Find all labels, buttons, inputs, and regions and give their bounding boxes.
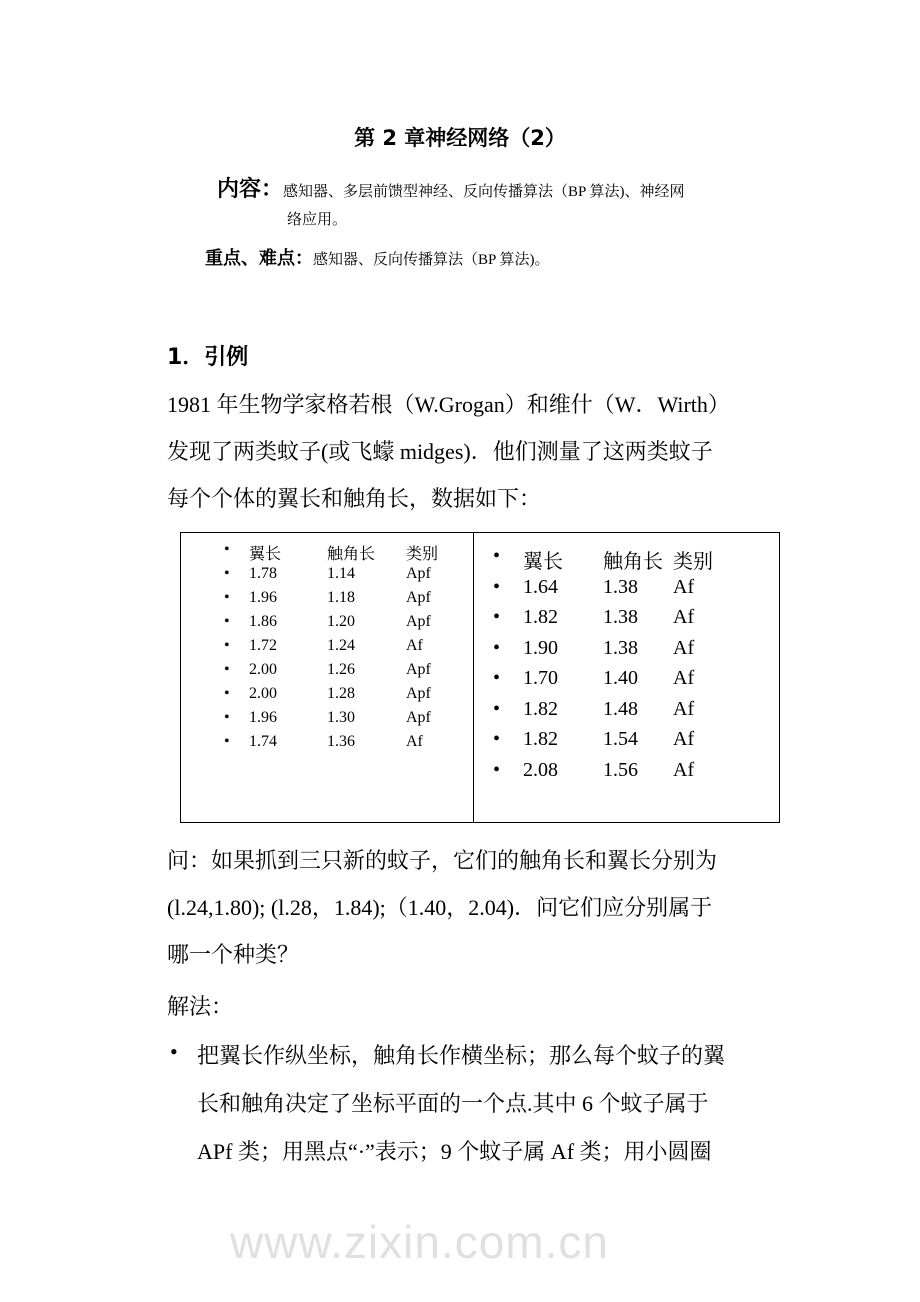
- table-cell: Af: [673, 606, 695, 628]
- table-cell: 1.74: [249, 733, 277, 750]
- table-cell: 1.30: [327, 709, 355, 726]
- question-line: 问：如果抓到三只新的蚊子，它们的触角长和翼长分别为: [167, 848, 718, 873]
- table-cell: Af: [673, 758, 695, 781]
- column-header: 翼长: [523, 551, 563, 573]
- key-points-text: 感知器、反向传播算法（BP 算法)。: [313, 252, 550, 268]
- table-cell: 1.96: [249, 709, 277, 726]
- section-heading: 1．引例: [167, 345, 249, 370]
- table-cell: 1.56: [603, 758, 638, 781]
- table-cell: 2.08: [523, 758, 558, 781]
- column-header: 类别: [406, 546, 439, 563]
- table-cell: 1.18: [327, 589, 355, 606]
- bullet-icon: •: [493, 636, 501, 659]
- table-cell: 1.72: [249, 637, 277, 654]
- content-label: 内容：: [217, 177, 284, 202]
- table-cell: 1.64: [523, 575, 558, 598]
- bullet-icon: •: [224, 541, 230, 558]
- table-cell: 1.82: [523, 728, 558, 750]
- bullet-icon: •: [224, 685, 230, 702]
- content-line: [217, 172, 685, 203]
- bullet-icon: •: [224, 613, 230, 630]
- column-header: 类别: [673, 551, 713, 573]
- table-cell: 1.54: [603, 728, 638, 750]
- bullet-icon: •: [493, 728, 501, 750]
- table-cell: 1.24: [327, 637, 355, 654]
- column-header: 触角长: [603, 551, 663, 573]
- solution-line: 把翼长作纵坐标，触角长作横坐标；那么每个蚊子的翼: [197, 1043, 726, 1068]
- table-cell: 1.14: [327, 565, 355, 582]
- table-cell: 2.00: [249, 661, 277, 678]
- column-header: 触角长: [327, 546, 376, 563]
- key-points-label: 重点、难点：: [205, 248, 313, 269]
- table-cell: Af: [673, 667, 695, 689]
- table-cell: Apf: [406, 565, 431, 582]
- table-cell: Apf: [406, 589, 431, 606]
- table-cell: Af: [673, 728, 695, 750]
- intro-line: 1981 年生物学家格若根（W.Grogan）和维什（W．Wirth）: [167, 392, 730, 417]
- table-cell: 1.20: [327, 613, 355, 630]
- bullet-icon: •: [224, 565, 230, 582]
- bullet-icon: •: [224, 661, 230, 678]
- table-cell: 1.90: [523, 636, 558, 659]
- bullet-icon: •: [224, 709, 230, 726]
- table-cell: 1.40: [603, 667, 638, 689]
- table-cell: 1.70: [523, 667, 558, 689]
- intro-line: 每个个体的翼长和触角长，数据如下：: [167, 486, 542, 511]
- data-table: [180, 532, 780, 823]
- table-cell: 1.82: [523, 697, 558, 720]
- bullet-icon: •: [493, 545, 501, 567]
- bullet-icon: •: [493, 667, 501, 689]
- table-cell: 1.82: [523, 606, 558, 628]
- solution-label: 解法：: [167, 994, 234, 1019]
- bullet-icon: •: [493, 697, 501, 720]
- table-cell: 1.78: [249, 565, 277, 582]
- question-line: 哪一个种类？: [167, 942, 300, 967]
- bullet-icon: •: [170, 1039, 178, 1064]
- question-line: (l.24,1.80); (l.28，1.84);（1.40，2.04)．问它们应分别属于: [167, 895, 713, 920]
- content-text-cont: 络应用。: [287, 212, 348, 228]
- table-cell: 1.26: [327, 661, 355, 678]
- table-cell: 1.48: [603, 697, 638, 720]
- table-cell: Af: [673, 697, 695, 720]
- bullet-icon: •: [224, 637, 230, 654]
- bullet-icon: •: [493, 575, 501, 598]
- watermark: www.zixin.com.cn: [230, 1216, 609, 1268]
- bullet-icon: •: [493, 758, 501, 781]
- table-cell: Apf: [406, 661, 431, 678]
- table-cell: 1.28: [327, 685, 355, 702]
- intro-line: 发现了两类蚊子(或飞蠓 midges)．他们测量了这两类蚊子: [167, 439, 713, 464]
- table-cell: 1.38: [603, 575, 638, 598]
- table-cell: 1.38: [603, 606, 638, 628]
- table-cell: 1.86: [249, 613, 277, 630]
- solution-line: 长和触角决定了坐标平面的一个点.其中 6 个蚊子属于: [197, 1091, 709, 1116]
- key-points: [205, 244, 550, 270]
- table-cell: 2.00: [249, 685, 277, 702]
- table-cell: Apf: [406, 613, 431, 630]
- table-cell: Apf: [406, 709, 431, 726]
- table-cell: Af: [673, 575, 695, 598]
- table-cell: 1.38: [603, 636, 638, 659]
- bullet-icon: •: [493, 606, 501, 628]
- table-cell: 1.36: [327, 733, 355, 750]
- bullet-icon: •: [224, 733, 230, 750]
- bullet-icon: •: [224, 589, 230, 606]
- table-cell: Af: [406, 637, 423, 654]
- table-cell: Af: [673, 636, 695, 659]
- table-divider: [473, 533, 474, 822]
- page-title: 第 2 章神经网络（2）: [354, 126, 566, 150]
- column-header: 翼长: [249, 546, 282, 563]
- solution-line: APf 类；用黑点“·”表示；9 个蚊子属 Af 类；用小圆圈: [197, 1139, 712, 1164]
- table-cell: Af: [406, 733, 423, 750]
- table-cell: 1.96: [249, 589, 277, 606]
- table-cell: Apf: [406, 685, 431, 702]
- content-text: 感知器、多层前馈型神经、反向传播算法（BP 算法)、神经网: [283, 184, 685, 200]
